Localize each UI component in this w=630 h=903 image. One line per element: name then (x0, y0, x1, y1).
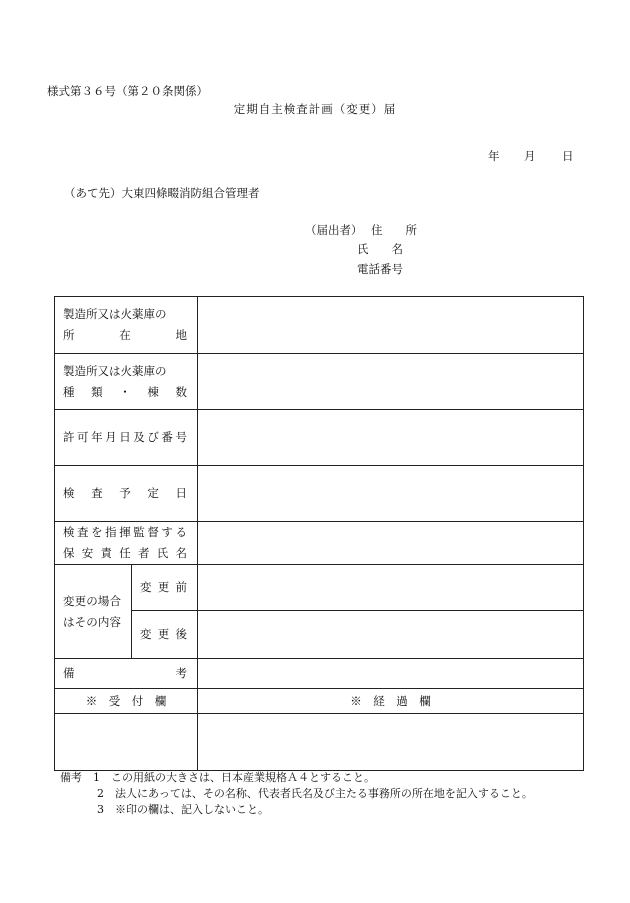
field-permit[interactable] (198, 410, 584, 466)
applicant-name-label: 氏 名 (357, 242, 403, 256)
notes-label: 備考 (60, 771, 82, 784)
label-change (55, 565, 132, 659)
field-before[interactable] (198, 565, 584, 611)
field-location[interactable] (198, 297, 584, 354)
addressee: （あて先）大東四條畷消防組合管理者 (64, 186, 260, 200)
row-remarks (55, 659, 584, 689)
label-inspection-date-text: 検査予定日 (63, 486, 187, 500)
date-year-label: 年 (488, 149, 500, 163)
label-location (55, 297, 198, 354)
applicant-address-label: 住 所 (371, 223, 417, 237)
row-change-before (55, 565, 584, 611)
label-after-text: 変更後 (140, 627, 187, 641)
field-progress (198, 714, 584, 771)
label-progress: ※ 経 過 欄 (198, 689, 584, 714)
application-form-table (54, 296, 584, 771)
label-type-line1: 製造所又は火薬庫の (63, 363, 167, 378)
date-month-label: 月 (524, 149, 536, 163)
label-supervisor (55, 522, 198, 565)
note-1 (60, 770, 533, 786)
document-title (0, 101, 630, 117)
note-3-number: 3 (97, 803, 104, 816)
form-number: 様式第３６号（第２０条関係） (47, 84, 208, 98)
row-type (55, 354, 584, 410)
field-inspection-date[interactable] (198, 466, 584, 522)
row-supervisor (55, 522, 584, 565)
label-remarks-text: 備考 (63, 666, 187, 680)
label-before (132, 565, 198, 611)
field-supervisor[interactable] (198, 522, 584, 565)
field-type[interactable] (198, 354, 584, 410)
row-change-after (55, 611, 584, 659)
note-2-text: 法人にあっては、その名称、代表者氏名及び主たる事務所の所在地を記入すること。 (115, 787, 533, 800)
label-reception: ※ 受 付 欄 (55, 689, 198, 714)
label-change-line1: 変更の場合 (63, 593, 121, 608)
note-3-text: ※印の欄は、記入しないこと。 (115, 803, 269, 816)
label-permit-text: 許可年月日及び番号 (63, 430, 187, 444)
row-permit (55, 410, 584, 466)
label-location-line1: 製造所又は火薬庫の (63, 307, 167, 321)
applicant-phone-label: 電話番号 (357, 262, 403, 276)
applicant-label: （届出者） (305, 223, 363, 237)
row-location (55, 297, 584, 354)
label-inspection-date (55, 466, 198, 522)
note-2-number: 2 (97, 787, 104, 800)
label-permit (55, 410, 198, 466)
label-remarks (55, 659, 198, 689)
row-inspection-date (55, 466, 584, 522)
note-1-number: 1 (93, 771, 100, 784)
row-official-headers (55, 689, 584, 714)
label-type (55, 354, 198, 410)
date-day-label: 日 (562, 149, 574, 163)
document-title-text: 定期自主検査計画（変更）届 (233, 102, 397, 116)
notes (60, 770, 533, 818)
label-type-line2: 種類・棟数 (63, 384, 187, 399)
label-supervisor-line2: 保安責任者氏名 (63, 546, 187, 560)
label-after (132, 611, 198, 659)
field-remarks[interactable] (198, 659, 584, 689)
note-3 (60, 802, 533, 818)
label-supervisor-line1: 検査を指揮監督する (63, 525, 187, 539)
field-reception (55, 714, 198, 771)
label-location-line2: 所在地 (63, 328, 187, 342)
note-1-text: この用紙の大きさは、日本産業規格Ａ４とすること。 (111, 771, 375, 784)
label-change-line2: はその内容 (63, 614, 121, 629)
note-2 (60, 786, 533, 802)
field-after[interactable] (198, 611, 584, 659)
label-before-text: 変更前 (140, 580, 187, 594)
row-official-fields (55, 714, 584, 771)
